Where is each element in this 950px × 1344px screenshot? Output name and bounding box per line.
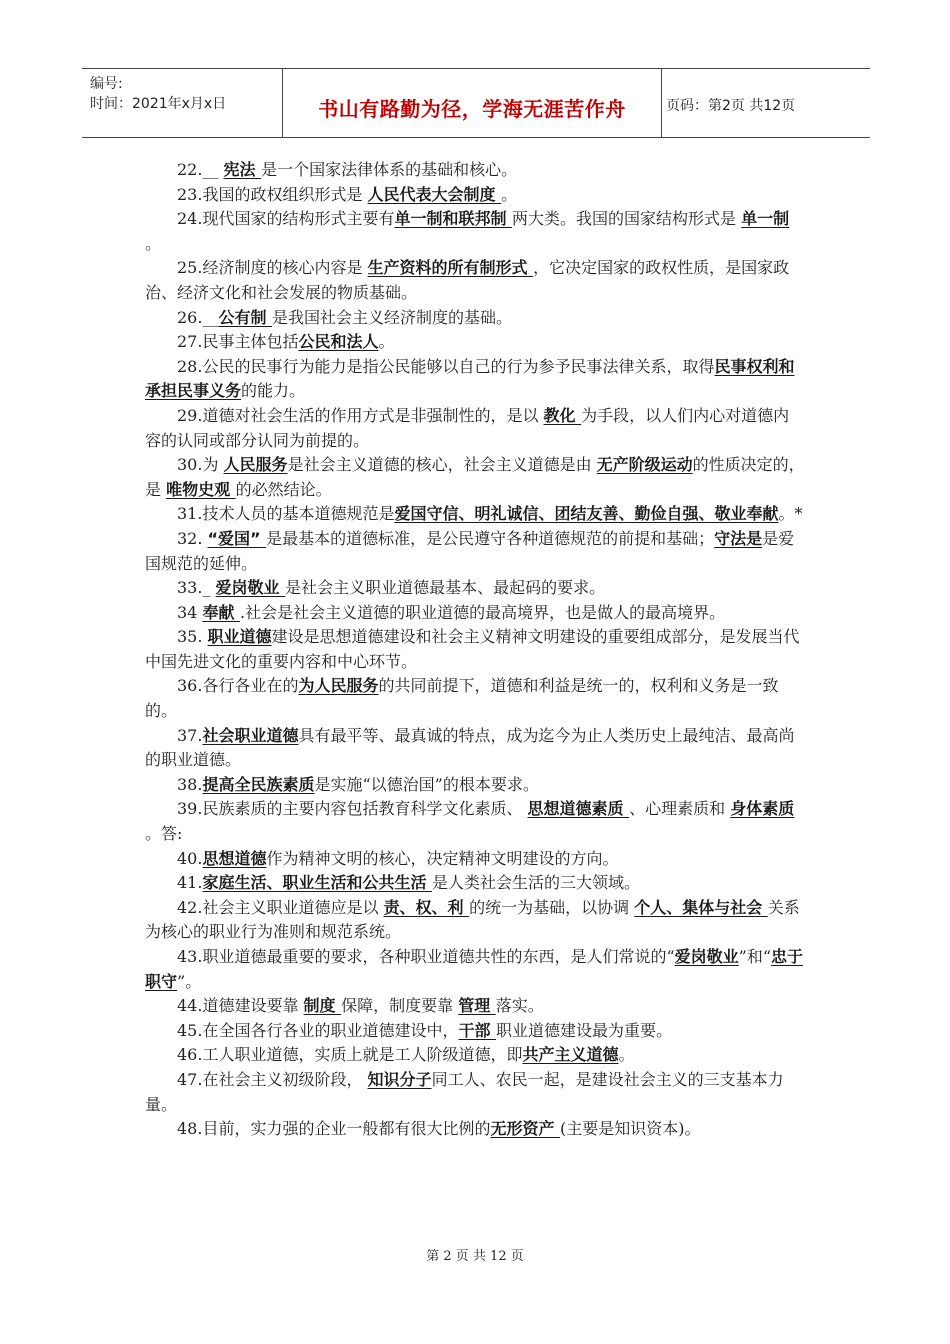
header-page-number: 页码：第2页 共12页: [666, 98, 796, 114]
question-text: 是我国社会主义经济制度的基础。: [272, 307, 513, 327]
answer-text: 生产资料的所有制形式: [367, 258, 534, 278]
answer-text: 唯物史观: [166, 479, 236, 499]
question-item: [145, 527, 805, 576]
answer-text: 责、权、利: [383, 897, 470, 917]
question-text: 32.: [177, 528, 208, 548]
question-text: .社会是社会主义道德的职业道德的最高境界，也是做人的最高境界。: [240, 602, 726, 622]
question-text: 33._: [177, 578, 216, 598]
answer-text: 宪法: [223, 160, 262, 179]
question-text: 41.: [177, 873, 203, 893]
question-text: 23.我国的政权组织形式是: [177, 184, 368, 204]
answer-text: 身体素质: [730, 799, 795, 819]
question-text: 保障，制度要靠: [341, 996, 459, 1016]
question-item: [145, 502, 805, 527]
question-text: 24.现代国家的结构形式主要有: [177, 209, 395, 229]
question-text: 31.技术人员的基本道德规范是: [177, 504, 395, 524]
answer-text: 干部: [458, 1020, 497, 1040]
question-item: [145, 306, 805, 331]
question-text: 38.: [177, 774, 203, 794]
question-text: 42.社会主义职业道德应是以: [177, 897, 384, 917]
question-text: 建设是思想道德建设和社会主义精神文明建设的重要组成部分，是发展当代中国先进文化的重要内容和中心环节。: [145, 627, 800, 671]
question-text: 是社会主义职业道德最基本、最起码的要求。: [285, 578, 606, 598]
question-text: 46.工人职业道德，实质上就是工人阶级道德，即: [177, 1045, 523, 1065]
answer-text: 提高全民族素质: [202, 774, 315, 794]
question-item: [145, 355, 805, 404]
question-text: 同工人、农民一起，是建设社会主义的三支基本力量。: [145, 1069, 784, 1114]
answer-text: 单一制和联邦制: [394, 209, 513, 229]
answer-text: 职业道德: [207, 627, 272, 647]
question-text: 作为精神文明的核心，决定精神文明建设的方向。: [266, 848, 619, 868]
question-text: 43.职业道德最重要的要求，各种职业道德共性的东西，是人们常说的“: [177, 947, 675, 966]
header-meta-cell: [82, 69, 282, 137]
question-text: 、心理素质和: [629, 799, 731, 819]
question-text: 关系为核心的职业行为准则和规范系统。: [145, 897, 800, 942]
question-item: [145, 576, 805, 601]
header-page-cell: [660, 69, 870, 137]
question-text: 26.__: [177, 307, 219, 327]
question-text: ”。: [177, 971, 202, 991]
question-item: [145, 1068, 805, 1117]
question-text: 具有最平等、最真诚的特点，成为迄今为止人类历史上最纯洁、最高尚的职业道德。: [145, 725, 795, 770]
document-number-label: 编号:: [90, 76, 123, 92]
answer-text: 公民和法人: [298, 332, 379, 352]
question-item: [145, 724, 805, 773]
question-text: 为手段，以人们内心对道德内容的认同或部分认同为前提的。: [145, 405, 790, 450]
question-item: [145, 797, 805, 846]
answer-text: 奉献: [202, 602, 241, 622]
question-text: 落实。: [495, 996, 544, 1016]
question-text: 职业道德建设最为重要。: [496, 1020, 673, 1040]
question-text: 29.道德对社会生活的作用方式是非强制性的，是以: [177, 405, 544, 425]
question-item: [145, 601, 805, 626]
answer-text: 制度: [303, 996, 342, 1016]
question-text: ”和“: [738, 947, 772, 966]
answer-text: 个人、集体与社会: [634, 897, 768, 917]
question-text: 。: [378, 332, 395, 352]
question-text: 。: [145, 233, 162, 253]
question-list: [145, 158, 805, 1142]
question-text: 25.经济制度的核心内容是: [177, 258, 368, 278]
answer-text: 教化: [543, 405, 582, 425]
question-item: [145, 994, 805, 1019]
question-item: [145, 158, 805, 183]
answer-text: 无形资产: [490, 1119, 561, 1139]
answer-text: 思想道德素质: [527, 799, 630, 819]
question-text: 36.各行各业在的: [177, 676, 299, 696]
question-text: 两大类。我国的国家结构形式是: [512, 209, 742, 229]
answer-text: 思想道德: [202, 848, 267, 868]
answer-text: 人民服务: [223, 455, 288, 475]
answer-text: 爱岗敬业: [215, 578, 286, 598]
question-text: 的能力。: [241, 381, 306, 401]
question-item: [145, 773, 805, 798]
question-item: [145, 404, 805, 453]
question-item: [145, 1043, 805, 1068]
question-item: [145, 847, 805, 872]
question-text: 是实施“以德治国”的根本要求。: [314, 774, 539, 794]
answer-text: 人民代表大会制度: [367, 184, 502, 204]
header-motto: 书山有路勤为径，学海无涯苦作舟: [318, 97, 626, 121]
answer-text: 无产阶级运动: [596, 455, 693, 475]
question-text: 的共同前提下，道德和利益是统一的，权利和义务是一致的。: [145, 676, 779, 721]
question-text: 40.: [177, 848, 203, 868]
answer-text: 管理: [458, 996, 496, 1016]
question-text: 。答:: [145, 824, 183, 844]
question-text: 39.民族素质的主要内容包括教育科学文化素质、: [177, 799, 528, 819]
question-item: [145, 1117, 805, 1142]
question-text: 的性质决定的，是: [145, 455, 805, 499]
question-item: [145, 207, 805, 256]
question-text: 35.: [177, 627, 208, 647]
question-text: 28.公民的民事行为能力是指公民能够以自己的行为参予民事法律关系，取得: [177, 356, 715, 376]
question-item: [145, 896, 805, 945]
question-text: 37.: [177, 725, 203, 745]
answer-text: 共产主义道德: [522, 1045, 619, 1065]
question-text: 是最基本的道德标准，是公民遵守各种道德规范的前提和基础；: [266, 528, 715, 548]
question-text: 22.__: [177, 160, 224, 179]
answer-text: 爱岗敬业: [674, 947, 739, 966]
question-text: 是社会主义道德的核心，社会主义道德是由: [287, 455, 597, 475]
question-text: 34: [177, 602, 203, 622]
question-item: [145, 183, 805, 208]
question-text: (主要是知识资本)。: [560, 1119, 701, 1139]
answer-text: 民事权利和承担民事义务: [145, 356, 795, 401]
answer-text: 知识分子: [367, 1069, 432, 1089]
question-text: 的统一为基础，以协调: [469, 897, 635, 917]
question-text: 44.道德建设要靠: [177, 996, 304, 1016]
question-text: 的必然结论。: [235, 479, 332, 499]
question-item: [145, 625, 805, 674]
question-item: [145, 871, 805, 896]
page-header: [82, 68, 870, 138]
answer-text: 为人民服务: [298, 676, 379, 696]
question-text: ，它决定国家的政权性质，是国家政治、经济文化和社会发展的物质基础。: [145, 258, 790, 302]
question-text: 是人类社会生活的三大领域。: [432, 873, 641, 893]
question-text: 27.民事主体包括: [177, 332, 299, 352]
question-item: [145, 256, 805, 305]
answer-text: 家庭生活、职业生活和公共生活: [202, 873, 433, 893]
question-text: 是一个国家法律体系的基础和核心。: [261, 160, 518, 179]
question-text: 。: [618, 1045, 635, 1065]
page-footer: 第 2 页 共 12 页: [426, 1249, 524, 1264]
answer-text: 爱国守信、明礼诚信、团结友善、勤俭自强、敬业奉献: [394, 504, 779, 524]
question-text: 。*: [778, 504, 803, 524]
question-text: 30.为: [177, 455, 224, 475]
answer-text: 忠于职守: [145, 947, 804, 991]
question-item: [145, 453, 805, 502]
answer-text: “爱国”: [207, 528, 267, 548]
question-item: [145, 945, 805, 994]
answer-text: 守法是: [714, 528, 763, 548]
question-text: 47.在社会主义初级阶段，: [177, 1069, 368, 1089]
question-item: [145, 674, 805, 723]
question-item: [145, 1019, 805, 1044]
question-text: 45.在全国各行各业的职业道德建设中，: [177, 1020, 459, 1040]
question-item: [145, 330, 805, 355]
answer-text: 公有制: [218, 307, 273, 327]
answer-text: 社会职业道德: [202, 725, 299, 745]
question-text: 是爱国规范的延伸。: [145, 528, 795, 573]
document-time-label: 时间：2021年x月x日: [90, 96, 227, 112]
question-text: 48.目前，实力强的企业一般都有很大比例的: [177, 1119, 491, 1139]
answer-text: 单一制: [741, 209, 790, 229]
header-motto-cell: [282, 69, 662, 137]
question-text: 。: [501, 184, 518, 204]
